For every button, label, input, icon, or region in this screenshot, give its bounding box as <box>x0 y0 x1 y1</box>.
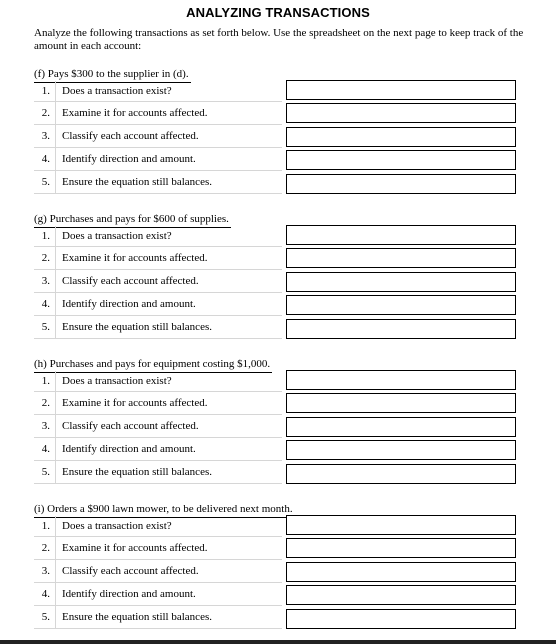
step-text: Examine it for accounts affected. <box>62 541 208 554</box>
step-text: Ensure the equation still balances. <box>62 465 212 478</box>
answer-field-5[interactable] <box>286 174 516 194</box>
section-heading: (i) Orders a $900 lawn mower, to be delivered next month. <box>34 503 293 515</box>
answer-field-2[interactable] <box>286 103 516 123</box>
answer-field-2[interactable] <box>286 248 516 268</box>
page-title: ANALYZING TRANSACTIONS <box>186 5 370 20</box>
answer-field-4[interactable] <box>286 585 516 605</box>
step-row <box>34 460 282 483</box>
step-row <box>34 414 282 437</box>
step-row <box>34 101 282 124</box>
step-text: Classify each account affected. <box>62 129 199 142</box>
step-number: 4. <box>41 152 50 165</box>
step-number: 3. <box>41 419 50 432</box>
step-number: 2. <box>41 396 50 409</box>
step-row <box>34 269 282 292</box>
step-text: Does a transaction exist? <box>62 374 172 387</box>
step-text: Examine it for accounts affected. <box>62 396 208 409</box>
transaction-section-h <box>34 358 518 486</box>
step-number: 5. <box>41 175 50 188</box>
steps-table <box>34 371 282 484</box>
step-row <box>34 246 282 269</box>
step-row <box>34 292 282 315</box>
step-row <box>34 226 282 246</box>
step-number: 4. <box>41 442 50 455</box>
steps-table <box>34 226 282 339</box>
section-heading: (f) Pays $300 to the supplier in (d). <box>34 68 189 80</box>
answer-field-5[interactable] <box>286 609 516 629</box>
answer-field-1[interactable] <box>286 80 516 100</box>
answer-field-4[interactable] <box>286 295 516 315</box>
step-text: Ensure the equation still balances. <box>62 320 212 333</box>
step-text: Does a transaction exist? <box>62 84 172 97</box>
instructions-text: Analyze the following transactions as set forth below. Use the spreadsheet on the next page to keep track of the amount in each account: <box>34 27 524 52</box>
step-number: 4. <box>41 297 50 310</box>
step-row <box>34 559 282 582</box>
step-row <box>34 605 282 628</box>
step-number: 3. <box>41 274 50 287</box>
answer-field-5[interactable] <box>286 319 516 339</box>
step-text: Classify each account affected. <box>62 274 199 287</box>
step-number: 5. <box>41 320 50 333</box>
steps-table <box>34 81 282 194</box>
step-text: Identify direction and amount. <box>62 442 196 455</box>
transaction-section-f <box>34 68 518 196</box>
step-text: Does a transaction exist? <box>62 229 172 242</box>
step-number: 1. <box>41 229 50 242</box>
step-row <box>34 371 282 391</box>
transaction-section-i <box>34 503 518 631</box>
answer-field-5[interactable] <box>286 464 516 484</box>
step-row <box>34 124 282 147</box>
step-number: 2. <box>41 106 50 119</box>
step-text: Identify direction and amount. <box>62 297 196 310</box>
step-row <box>34 147 282 170</box>
step-number: 4. <box>41 587 50 600</box>
step-text: Classify each account affected. <box>62 419 199 432</box>
answer-field-3[interactable] <box>286 562 516 582</box>
step-number: 1. <box>41 374 50 387</box>
answer-field-4[interactable] <box>286 440 516 460</box>
answer-field-2[interactable] <box>286 393 516 413</box>
step-number: 3. <box>41 564 50 577</box>
step-row <box>34 81 282 101</box>
answer-field-1[interactable] <box>286 370 516 390</box>
step-row <box>34 170 282 193</box>
answer-field-4[interactable] <box>286 150 516 170</box>
answer-field-3[interactable] <box>286 272 516 292</box>
step-row <box>34 536 282 559</box>
section-heading: (g) Purchases and pays for $600 of supplies. <box>34 213 229 225</box>
step-row <box>34 315 282 338</box>
step-row <box>34 437 282 460</box>
answer-field-2[interactable] <box>286 538 516 558</box>
step-number: 5. <box>41 610 50 623</box>
step-text: Classify each account affected. <box>62 564 199 577</box>
step-row <box>34 516 282 536</box>
step-text: Ensure the equation still balances. <box>62 610 212 623</box>
step-number: 2. <box>41 251 50 264</box>
steps-table <box>34 516 282 629</box>
answer-field-3[interactable] <box>286 417 516 437</box>
step-text: Examine it for accounts affected. <box>62 251 208 264</box>
transaction-section-g <box>34 213 518 341</box>
answer-field-3[interactable] <box>286 127 516 147</box>
section-heading: (h) Purchases and pays for equipment costing $1,000. <box>34 358 271 370</box>
answer-field-1[interactable] <box>286 515 516 535</box>
step-text: Identify direction and amount. <box>62 152 196 165</box>
step-number: 3. <box>41 129 50 142</box>
step-row <box>34 582 282 605</box>
step-row <box>34 391 282 414</box>
step-text: Ensure the equation still balances. <box>62 175 212 188</box>
answer-field-1[interactable] <box>286 225 516 245</box>
step-text: Identify direction and amount. <box>62 587 196 600</box>
step-number: 5. <box>41 465 50 478</box>
step-number: 1. <box>41 84 50 97</box>
step-text: Does a transaction exist? <box>62 519 172 532</box>
step-text: Examine it for accounts affected. <box>62 106 208 119</box>
page-bottom-border <box>0 640 556 644</box>
step-number: 1. <box>41 519 50 532</box>
step-number: 2. <box>41 541 50 554</box>
